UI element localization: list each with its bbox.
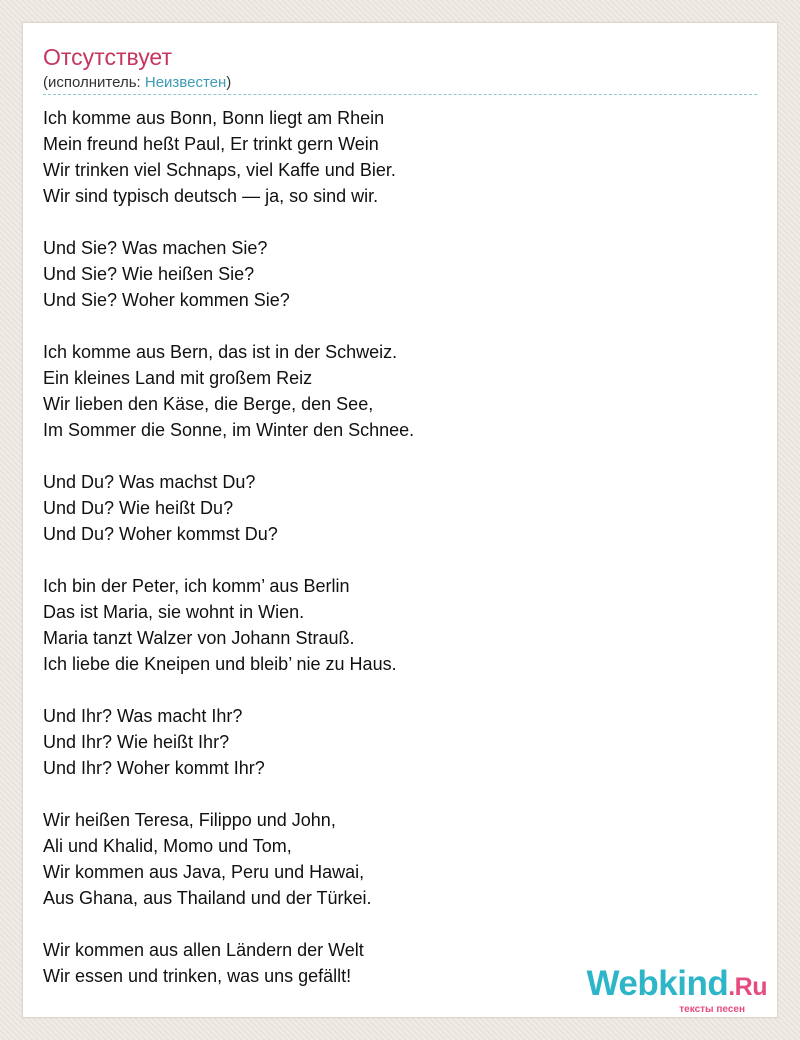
lyric-line: Ich komme aus Bonn, Bonn liegt am Rhein [43, 108, 385, 128]
lyric-line: Wir lieben den Käse, die Berge, den See, [43, 394, 374, 414]
artist-suffix: ) [226, 74, 232, 91]
lyric-line: Und Du? Was machst Du? [43, 472, 256, 492]
lyrics-stanza [43, 807, 743, 911]
lyrics-stanza [43, 703, 743, 781]
webkind-logo[interactable] [577, 964, 767, 1015]
lyrics-stanza [43, 573, 743, 677]
logo-wordmark [577, 964, 767, 1004]
logo-tagline: тексты песен [679, 1004, 745, 1015]
lyric-line: Und Ihr? Woher kommt Ihr? [43, 758, 265, 778]
lyrics-card [22, 22, 778, 1018]
artist-prefix: (исполнитель: [43, 74, 145, 91]
lyrics-stanza [43, 105, 743, 209]
lyric-line: Ich bin der Peter, ich komm’ aus Berlin [43, 576, 350, 596]
logo-main-text: Webkind [586, 964, 729, 1003]
lyric-line: Mein freund heßt Paul, Er trinkt gern Wein [43, 134, 379, 154]
lyrics-body [43, 105, 743, 989]
lyric-line: Und Sie? Was machen Sie? [43, 238, 268, 258]
lyrics-stanza [43, 339, 743, 443]
artist-line [43, 74, 231, 92]
lyric-line: Wir heißen Teresa, Filippo und John, [43, 810, 336, 830]
lyric-line: Wir kommen aus Java, Peru und Hawai, [43, 862, 365, 882]
logo-accent-text: .Ru [728, 973, 767, 1001]
lyric-line: Das ist Maria, sie wohnt in Wien. [43, 602, 305, 622]
lyric-line: Im Sommer die Sonne, im Winter den Schnee. [43, 420, 415, 440]
lyric-line: Maria tanzt Walzer von Johann Strauß. [43, 628, 355, 648]
lyric-line: Ali und Khalid, Momo und Tom, [43, 836, 292, 856]
lyric-line: Wir kommen aus allen Ländern der Welt [43, 940, 364, 960]
lyric-line: Und Ihr? Was macht Ihr? [43, 706, 243, 726]
lyric-line: Ein kleines Land mit großem Reiz [43, 368, 313, 388]
lyric-line: Ich liebe die Kneipen und bleib’ nie zu Haus. [43, 654, 397, 674]
lyric-line: Und Du? Wie heißt Du? [43, 498, 234, 518]
lyric-line: Und Sie? Wie heißen Sie? [43, 264, 255, 284]
song-title: Отсутствует [43, 44, 172, 70]
lyric-line: Aus Ghana, aus Thailand und der Türkei. [43, 888, 372, 908]
artist-link[interactable]: Неизвестен [144, 74, 227, 91]
lyrics-stanza [43, 235, 743, 313]
lyric-line: Und Ihr? Wie heißt Ihr? [43, 732, 230, 752]
lyrics-stanza [43, 469, 743, 547]
lyric-line: Wir sind typisch deutsch — ja, so sind wir. [43, 186, 379, 206]
title-divider [43, 94, 757, 95]
lyric-line: Und Du? Woher kommst Du? [43, 524, 278, 544]
lyric-line: Und Sie? Woher kommen Sie? [43, 290, 290, 310]
lyric-line: Wir essen und trinken, was uns gefällt! [43, 966, 352, 986]
lyric-line: Wir trinken viel Schnaps, viel Kaffe und Bier. [43, 160, 396, 180]
lyric-line: Ich komme aus Bern, das ist in der Schweiz. [43, 342, 398, 362]
